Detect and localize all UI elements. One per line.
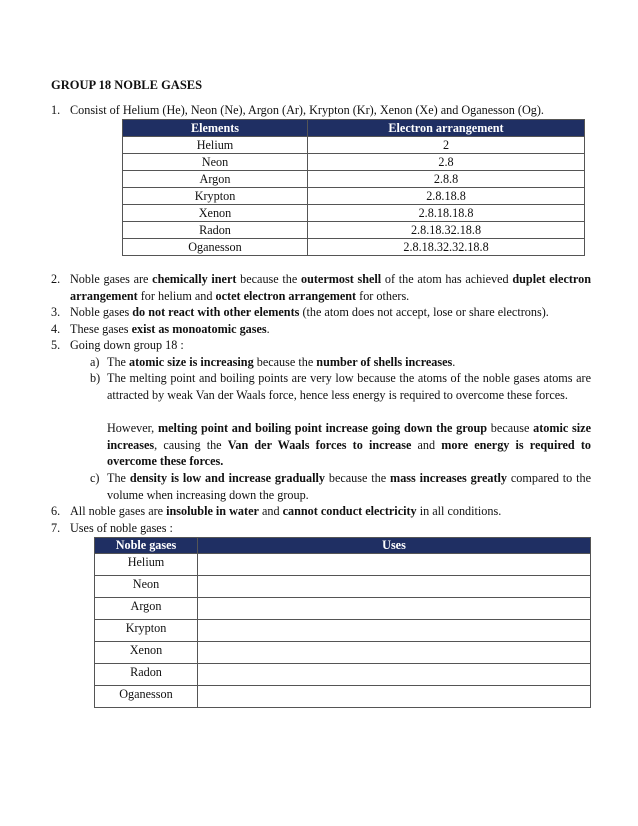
table-row [95,642,591,664]
list-item-5 [51,337,591,354]
text-run: However, [107,421,158,435]
bold-text: cannot conduct electricity [282,504,417,518]
bold-text: outermost shell [300,272,382,286]
uses-cell [198,598,591,620]
list-item-6 [51,503,591,520]
item-number: 3. [51,305,61,319]
item-number: 2. [51,272,61,286]
table-row [95,598,591,620]
element-cell: Oganesson [123,239,308,256]
text-run: Going down group 18 : [70,338,184,352]
arrangement-cell: 2.8.18.32.32.18.8 [308,239,585,256]
element-cell: Helium [123,137,308,154]
text-run: . [452,355,456,369]
text-run: Consist of Helium (He), Neon (Ne), Argon (Ar), Krypton (Kr), Xenon (Xe) and Oganesson (Og). [70,103,544,117]
table-row [123,188,585,205]
text-run: and [258,504,283,518]
gas-cell: Helium [95,554,198,576]
bold-text: chemically inert [152,272,237,286]
element-cell: Neon [123,154,308,171]
uses-cell [198,620,591,642]
sub-item-label: c) [90,471,100,485]
arrangement-cell: 2.8.8 [308,171,585,188]
table-header-row [123,120,585,137]
element-cell: Xenon [123,205,308,222]
text-run: because the [236,272,301,286]
gas-cell: Xenon [95,642,198,664]
gas-cell: Krypton [95,620,198,642]
item-number: 1. [51,103,61,117]
text-run: Noble gases [70,305,133,319]
text-run: because the [253,355,317,369]
element-cell: Krypton [123,188,308,205]
text-run: The [107,355,129,369]
text-run: for helium and [137,288,216,303]
electron-arrangement-table [122,119,585,256]
element-cell: Radon [123,222,308,239]
text-run: because [487,421,534,435]
table-row [95,664,591,686]
bold-text: duplet electron arrangement [70,272,591,303]
arrangement-cell: 2.8.18.8 [308,188,585,205]
arrangement-cell: 2.8.18.18.8 [308,205,585,222]
list-item-1 [51,102,591,119]
table-row [123,239,585,256]
table-row [123,137,585,154]
bold-text: atomic size is increasing [129,355,254,369]
bold-text: octet electron arrangement [215,288,357,303]
arrangement-cell: 2 [308,137,585,154]
sub-item-c [90,470,591,503]
item-text [70,520,591,537]
bold-text: insoluble in water [166,504,259,518]
item-number: 6. [51,504,61,518]
list-item-7 [51,520,591,537]
bold-text: atomic size increases [107,421,591,452]
table-row [95,576,591,598]
text-run: of the atom has achieved [381,272,513,286]
uses-table [94,537,591,708]
column-header: Elements [123,120,308,137]
bold-text: number of shells increases [316,355,453,369]
text-run: (the atom does not accept, lose or share electrons). [299,305,549,319]
list-item-3 [51,304,591,321]
text-run: All noble gases are [70,504,167,518]
item-number: 7. [51,521,61,535]
text-run: and [411,437,442,452]
text-run: Noble gases are [70,272,153,286]
sub-item-text [107,470,591,503]
item-text [70,503,591,520]
text-run: . [266,322,270,336]
sub-item-text [107,354,591,371]
gas-cell: Neon [95,576,198,598]
uses-cell [198,686,591,708]
element-cell: Argon [123,171,308,188]
uses-cell [198,554,591,576]
uses-cell [198,576,591,598]
table-row [95,620,591,642]
gas-cell: Radon [95,664,198,686]
bold-text: density is low and increase gradually [129,471,325,485]
sub-item-label: b) [90,371,101,385]
bold-text: more energy is required to overcome these forces. [107,437,591,468]
bold-text: melting point and boiling point increase going down the group [157,421,488,435]
bold-text: mass increases greatly [390,471,507,485]
text-run: because the [324,471,391,485]
page-title: GROUP 18 NOBLE GASES [51,78,203,92]
bold-text: Van der Waals forces to increase [227,437,412,452]
list-item-2 [51,271,591,304]
item-number: 4. [51,322,61,336]
table-row [95,686,591,708]
item-text [70,271,591,304]
arrangement-cell: 2.8 [308,154,585,171]
text-run: Uses of noble gases : [70,521,173,535]
table-row [123,205,585,222]
item-text [70,102,591,119]
table-row [123,171,585,188]
bold-text: exist as monoatomic gases [131,322,267,336]
text-run: for others. [356,288,410,303]
uses-cell [198,664,591,686]
table-row [95,554,591,576]
table-row [123,154,585,171]
item-text [70,337,591,354]
sub-item-b [90,370,591,403]
text-run: The melting point and boiling points are very low because the atoms of the noble gases atoms are attracted by weak Van der Waals force, hence less energy is required to overcome these forces. [107,371,591,402]
however-paragraph [107,420,591,470]
text-run: compared to the volume when increasing down the group. [107,471,592,502]
item-text [70,321,591,338]
text-run: The [107,471,130,485]
sub-item-label: a) [90,355,100,369]
bold-text: do not react with other elements [132,305,300,319]
text-run: , causing the [154,437,228,452]
column-header: Uses [198,538,591,554]
sub-item-a [90,354,591,371]
column-header: Noble gases [95,538,198,554]
text-run: These gases [70,322,132,336]
uses-cell [198,642,591,664]
gas-cell: Oganesson [95,686,198,708]
item-text [70,304,591,321]
item-number: 5. [51,338,61,352]
list-item-4 [51,321,591,338]
table-row [123,222,585,239]
column-header: Electron arrangement [308,120,585,137]
text-run: in all conditions. [416,504,502,518]
gas-cell: Argon [95,598,198,620]
sub-item-text [107,370,591,403]
arrangement-cell: 2.8.18.32.18.8 [308,222,585,239]
table-header-row [95,538,591,554]
